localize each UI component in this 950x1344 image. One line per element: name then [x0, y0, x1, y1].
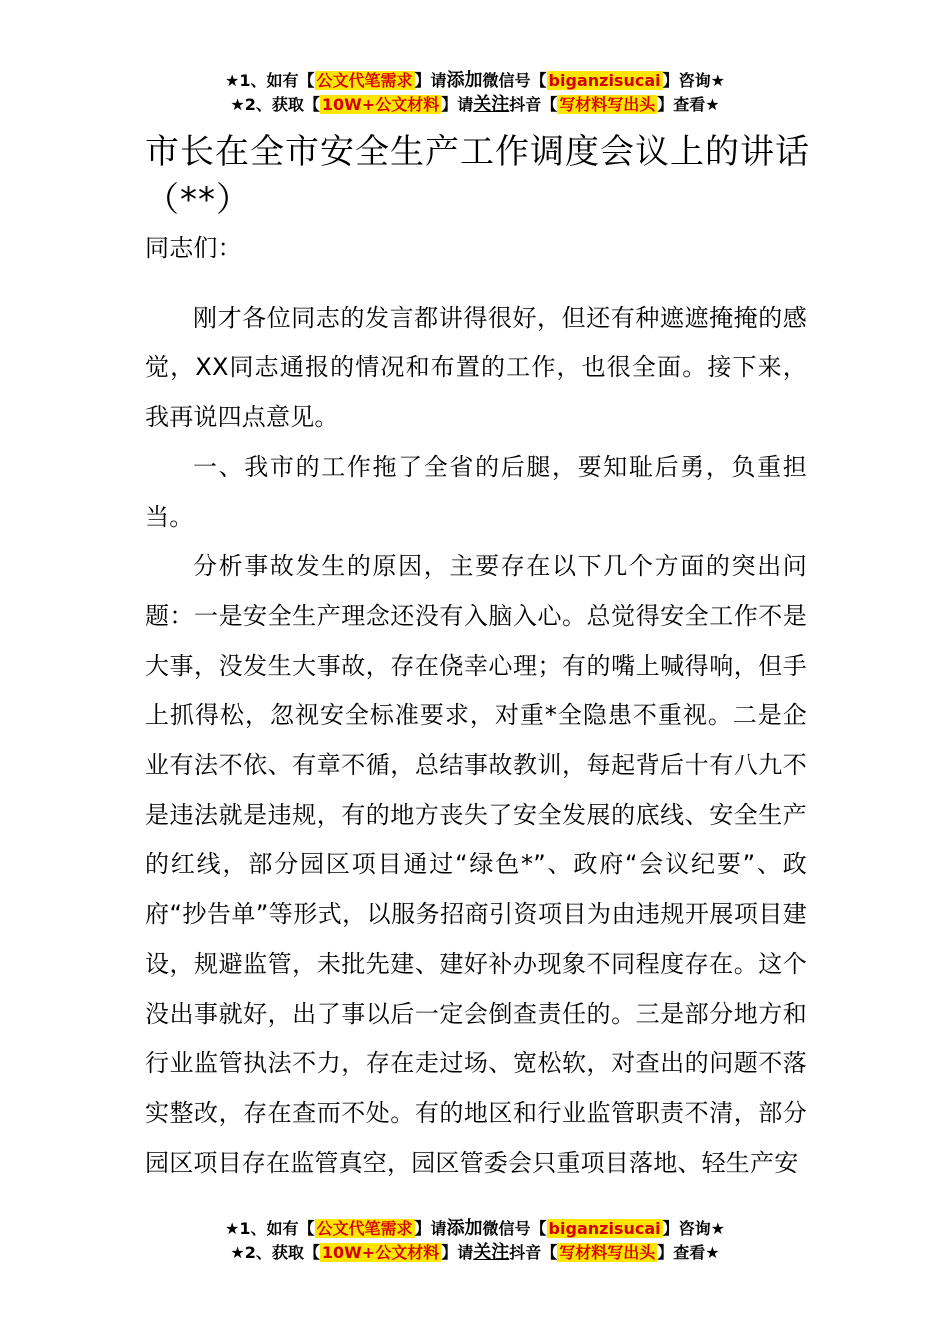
promo-text: ★1、如有【	[225, 1219, 315, 1238]
document-body	[145, 224, 807, 1222]
promo-text: 微信号【	[482, 1219, 547, 1238]
paragraph-clip	[145, 542, 807, 1222]
paragraph: 刚才各位同志的发言都讲得很好，但还有种遮遮掩掩的感觉，XX同志通报的情况和布置的工作，也很全面。接下来，我再说四点意见。	[145, 303, 807, 432]
promo-emphasis: 添加	[446, 1218, 483, 1239]
section-heading: 一、我市的工作拖了全省的后腿，要知耻后勇，负重担当。	[145, 452, 807, 531]
promo-emphasis: 关注	[473, 94, 510, 115]
promo-text: 】请	[441, 1243, 474, 1262]
promo-text: 抖音【	[509, 1243, 558, 1262]
salutation: 同志们：	[145, 234, 242, 262]
promo-text: 】查看★	[657, 95, 720, 114]
promo-text: ★1、如有【	[225, 71, 315, 90]
promo-line-1	[0, 70, 950, 92]
promo-text: 】查看★	[657, 1243, 720, 1262]
promo-text: 】咨询★	[662, 71, 725, 90]
promo-text: 】请	[414, 71, 447, 90]
promo-highlight: 10W+公文材料	[321, 1243, 440, 1262]
promo-emphasis: 关注	[473, 1242, 510, 1263]
promo-line-2	[0, 94, 950, 116]
promo-highlight: 公文代笔需求	[316, 1219, 413, 1238]
promo-highlight: 10W+公文材料	[321, 95, 440, 114]
promo-text: 】咨询★	[662, 1219, 725, 1238]
promo-text: 抖音【	[509, 95, 558, 114]
promo-line-1	[0, 1218, 950, 1240]
promo-text: ★2、获取【	[230, 1243, 320, 1262]
promo-highlight: 写材料写出头	[559, 95, 656, 114]
promo-highlight: 公文代笔需求	[316, 71, 413, 90]
promo-text: 微信号【	[482, 71, 547, 90]
paragraph: 分析事故发生的原因，主要存在以下几个方面的突出问题：一是安全生产理念还没有入脑入心。总觉得安全工作不是大事，没发生大事故，存在侥幸心理；有的嘴上喊得响，但手上抓得松，忽视安全标准要求，对重*全隐患不重视。二是企业有法不依、有章不循，总结事故教训，每起背后十有八九不是违法就是违规，有的地方丧失了安全发展的底线、安全生产的红线，部分园区项目通过“绿色*”、政府“会议纪要”、政府“抄告单”等形式，以服务招商引资项目为由违规开展项目建设，规避监管，未批先建、建好补办现象不同程度存在。这个没出事就好，出了事以后一定会倒查责任的。三是部分地方和行业监管执法不力，存在走过场、宽松软，对查出的问题不落实整改，存在查而不处。有的地区和行业监管职责不清，部分园区项目存在监管真空，园区管委会只重项目落地、轻生产安	[145, 552, 807, 1177]
promo-text: ★2、获取【	[230, 95, 320, 114]
promo-highlight: biganzisucai	[548, 71, 661, 90]
promo-text: 】请	[441, 95, 474, 114]
document-title: 市长在全市安全生产工作调度会议上的讲话（**）	[145, 132, 810, 220]
promo-highlight: biganzisucai	[548, 1219, 661, 1238]
promo-highlight: 写材料写出头	[559, 1243, 656, 1262]
promo-emphasis: 添加	[446, 70, 483, 91]
promo-text: 】请	[414, 1219, 447, 1238]
promo-line-2	[0, 1242, 950, 1264]
